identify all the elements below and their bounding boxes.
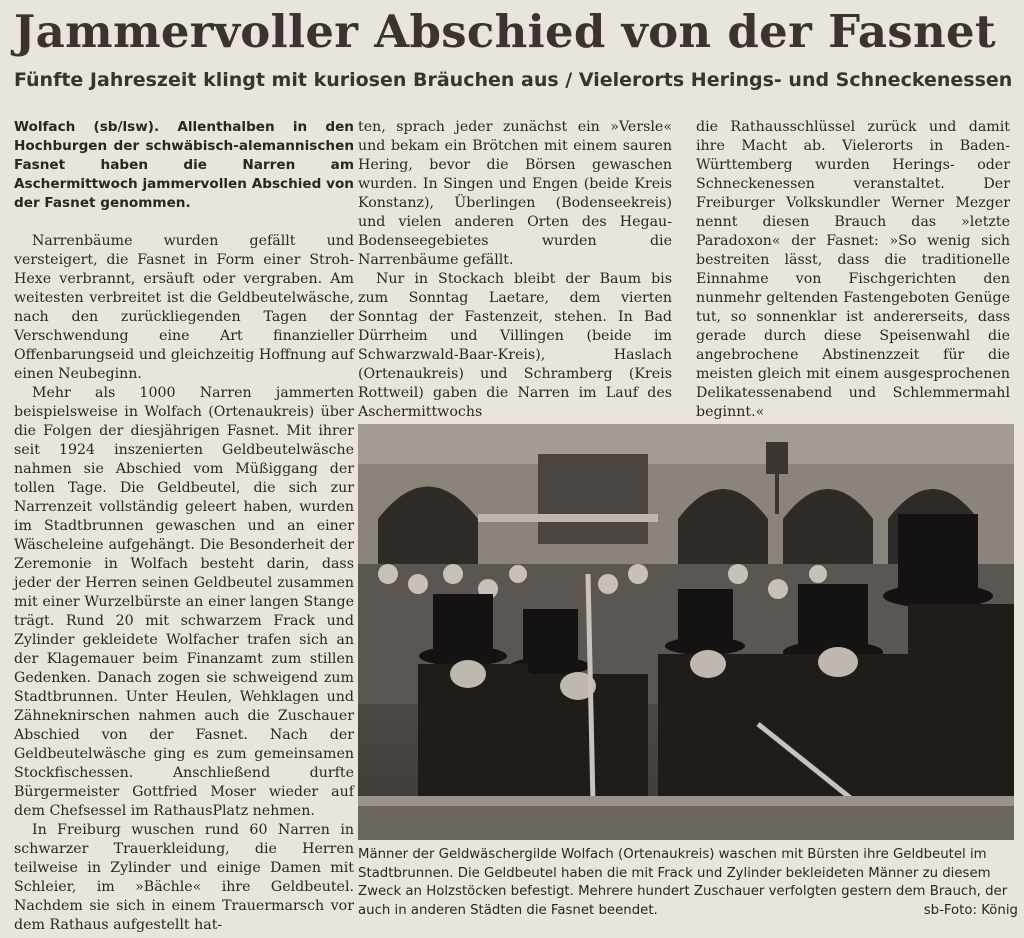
news-photo [358, 424, 1014, 840]
subheadline: Fünfte Jahreszeit klingt mit kuriosen Bräuchen aus / Vielerorts Herings- und Schneckenessen [14, 69, 1013, 91]
paragraph: die Rathausschlüssel zurück und damit ihre Macht ab. Vielerorts in Baden-Württemberg wurden Herings- oder Schneckenessen veranstaltet. Der Freiburger Volkskundler Werner Mezger nennt diesen Brauch das »letzte Paradoxon« der Fasnet: »So wenig sich bestreiten lässt, dass die traditionelle Einnahme von Fischgerichten den nunmehr geltenden Fastengeboten Genüge tut, so sonnenklar ist andererseits, dass gerade durch diese Speisenwahl die angebrochene Abstinenzzeit für die meisten gleich mit einem ausgesprochenen Delikatessenabend und Schlemmermahl beginnt.« [696, 119, 1010, 420]
photo-caption [358, 846, 1018, 920]
article-column-1 [14, 118, 354, 935]
article-column-2 [358, 118, 672, 422]
photo-credit: sb-Foto: König [923, 902, 1018, 918]
paragraph: Nur in Stockach bleibt der Baum bis zum Sonntag Laetare, dem vierten Sonntag der Fastenzeit, stehen. In Bad Dürrheim und Villingen (beide im Schwarzwald-Baar-Kreis), Haslach (Ortenaukreis) und Schramberg (Kreis Rottweil) gaben die Narren im Lauf des Aschermittwochs [358, 271, 672, 420]
photo-illustration [358, 424, 1014, 840]
paragraph: Mehr als 1000 Narren jammerten beispielsweise in Wolfach (Ortenaukreis) über die Folgen der diesjährigen Fasnet. Mit ihrer seit 1924 inszenierten Geldbeutelwäsche nahmen sie Abschied vom Müßiggang der tollen Tage. Die Geldbeutel, die sich zur Narrenzeit vollständig geleert haben, wurden im Stadtbrunnen gewaschen und an einer Wäscheleine aufgehängt. Die Besonderheit der Zeremonie in Wolfach besteht darin, dass jeder der Herren seinen Geldbeutel zusammen mit einer Wurzelbürste an einer langen Stange trägt. Rund 20 mit schwarzem Frack und Zylinder gekleidete Wolfacher trafen sich an der Klagemauer beim Finanzamt zum stillen Gedenken. Danach zogen sie schweigend zum Stadtbrunnen. Unter Heulen, Wehklagen und Zähneknirschen nahmen auch die Zuschauer Abschied von der Fasnet. Nach der Geldbeutelwäsche ging es zum gemeinsamen Stockfischessen. Anschließend durfte Bürgermeister Gottfried Moser wieder auf dem Chefsessel im RathausPlatz nehmen. [14, 385, 354, 819]
paragraph: Narrenbäume wurden gefällt und versteigert, die Fasnet in Form einer Stroh-Hexe verbrannt, ersäuft oder vergraben. Am weitesten verbreitet ist die Geldbeutelwäsche, nach den zurückliegenden Tagen der Verschwendung eine Art finanzieller Offenbarungseid und gleichzeitig Hoffnung auf einen Neubeginn. [14, 233, 354, 382]
paragraph: In Freiburg wuschen rund 60 Narren in schwarzer Trauerkleidung, die Herren teilweise in Zylinder und einige Damen mit Schleier, im »Bächle« ihre Geldbeutel. Nachdem sie sich in einem Trauermarsch vor dem Rathaus aufgestellt hat- [14, 822, 354, 933]
article-lead: Wolfach (sb/lsw). Allenthalben in den Hochburgen der schwäbisch-alemannischen Fasnet haben die Narren am Aschermittwoch jammervollen Abschied von der Fasnet genommen. [14, 119, 354, 211]
headline: Jammervoller Abschied von der Fasnet [14, 5, 996, 58]
paragraph: ten, sprach jeder zunächst ein »Versle« und bekam ein Brötchen mit einem sauren Hering, bevor die Börsen gewaschen wurden. In Singen und Engen (beide Kreis Konstanz), Überlingen (Bodenseekreis) und vielen anderen Orten des Hegau-Bodenseegebietes wurden die Narrenbäume gefällt. [358, 119, 672, 268]
article-column-3 [696, 118, 1010, 422]
caption-text: Männer der Geldwäschergilde Wolfach (Ortenaukreis) waschen mit Bürsten ihre Geldbeutel im Stadtbrunnen. Die Geldbeutel haben die mit Frack und Zylinder bekleideten Männer zu diesem Zweck an Holzstöcken befestigt. Mehrere hundert Zuschauer verfolgten gestern dem Brauch, der auch in anderen Städten die Fasnet beendet. [358, 847, 1008, 918]
